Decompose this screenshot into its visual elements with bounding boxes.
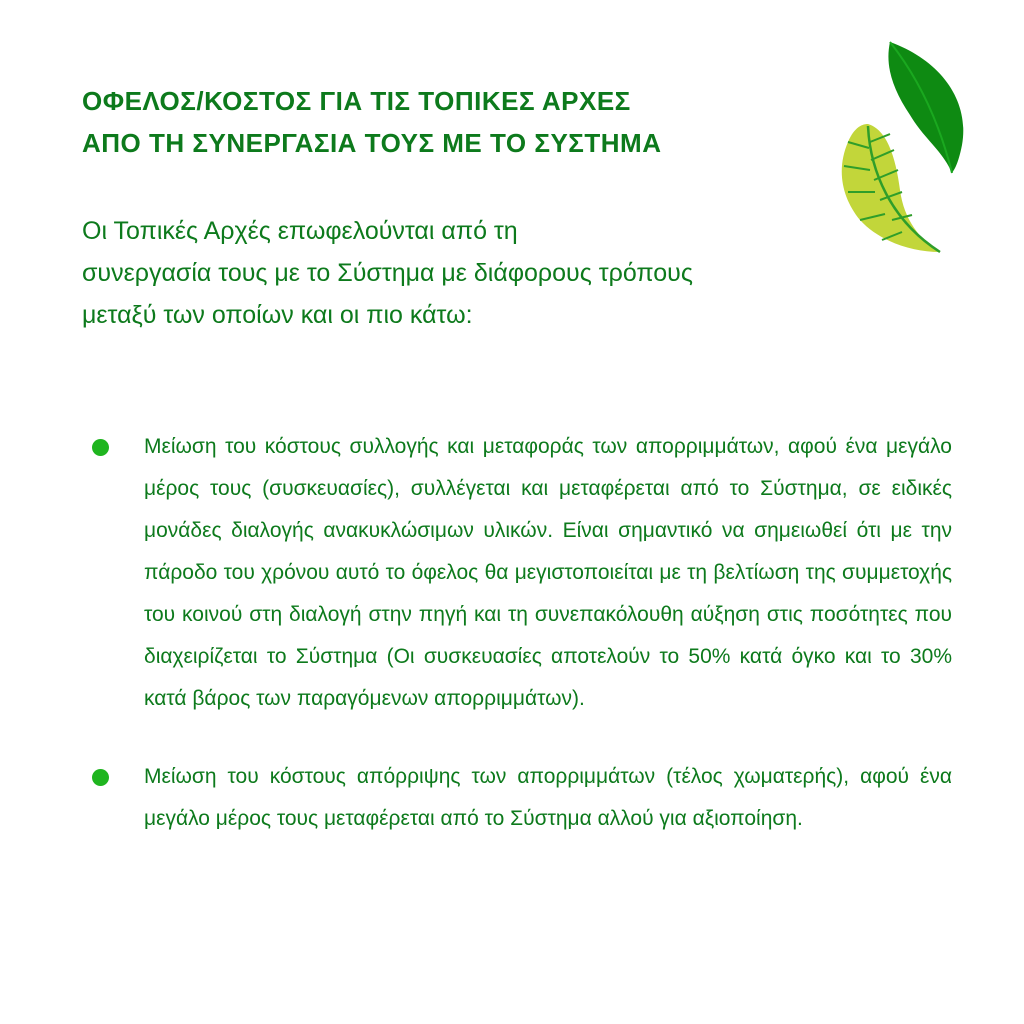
list-item-text: Μείωση του κόστους απόρριψης των απορριμμάτων (τέλος χωματερής), αφού ένα μεγάλο μέρος τους μεταφέρεται από το Σύστημα αλλού για αξιοποίηση. [144, 765, 952, 830]
light-leaf-icon [842, 124, 940, 252]
title-line-2: ΑΠΟ ΤΗ ΣΥΝΕΡΓΑΣΙΑ ΤΟΥΣ ΜΕ ΤΟ ΣΥΣΤΗΜΑ [82, 128, 662, 158]
intro-paragraph [82, 210, 882, 336]
benefits-list [90, 426, 952, 840]
list-item [90, 756, 952, 840]
bullet-dot-icon [92, 769, 109, 786]
list-item [90, 426, 952, 720]
intro-line-3: μεταξύ των οποίων και οι πιο κάτω: [82, 301, 473, 329]
bullet-dot-icon [92, 439, 109, 456]
intro-line-2: συνεργασία τους με το Σύστημα με διάφορους τρόπους [82, 259, 693, 287]
dark-leaf-icon [888, 42, 963, 173]
intro-line-1: Οι Τοπικές Αρχές επωφελούνται από τη [82, 217, 518, 245]
title-line-1: ΟΦΕΛΟΣ/ΚΟΣΤΟΣ ΓΙΑ ΤΙΣ ΤΟΠΙΚΕΣ ΑΡΧΕΣ [82, 86, 631, 116]
list-item-text: Μείωση του κόστους συλλογής και μεταφοράς των απορριμμάτων, αφού ένα μεγάλο μέρος τους (συσκευασίες), συλλέγεται και μεταφέρεται από το Σύστημα, σε ειδικές μονάδες διαλογής ανακυκλώσιμων υλικών. Είναι σημαντικό να σημειωθεί ότι με την πάροδο του χρόνου αυτό το όφελος θα μεγιστοποιείται με τη βελτίωση της συμμετοχής του κοινού στη διαλογή στην πηγή και τη συνεπακόλουθη αύξηση στις ποσότητες που διαχειρίζεται το Σύστημα (Οι συσκευασίες αποτελούν το 50% κατά όγκο και το 30% κατά βάρος των παραγόμενων απορριμμάτων). [144, 435, 952, 710]
leaves-icon [830, 30, 980, 260]
page-title [82, 80, 842, 164]
